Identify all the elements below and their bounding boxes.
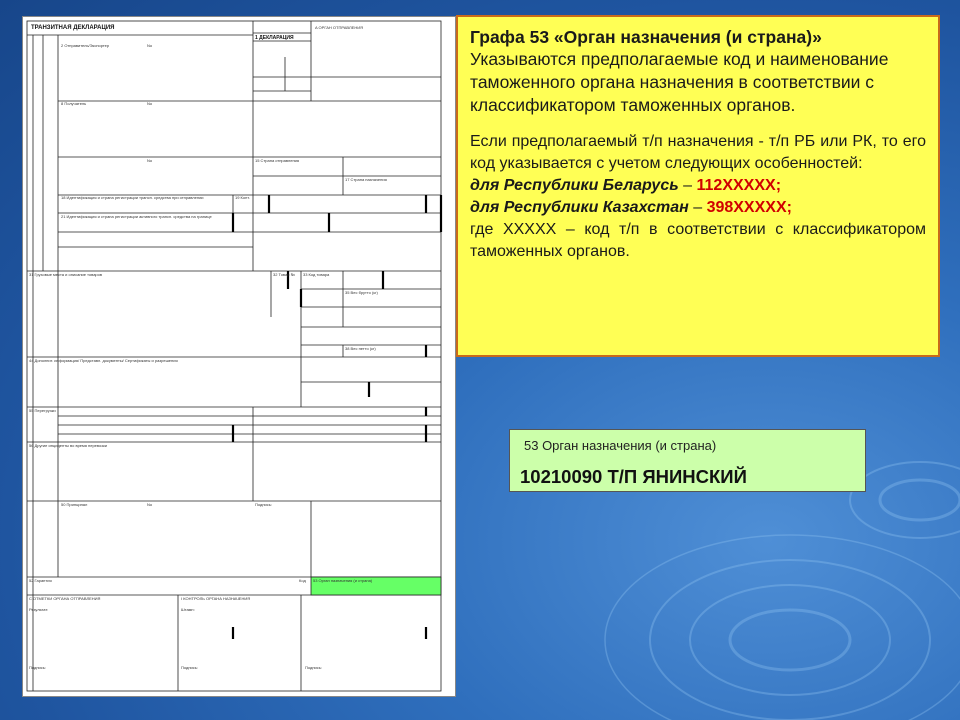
container-label: 19 Конт.: [235, 195, 250, 200]
signature-label: Подпись:: [29, 665, 46, 670]
guarantee-label: 52 Гарантия: [29, 578, 52, 583]
transit-declaration-form: [22, 16, 456, 697]
no-label: No: [147, 158, 153, 163]
explanation-paragraph-2: Если предполагаемый т/п назначения - т/п РБ или РК, то его код указывается с учетом следующих особенностей:: [470, 133, 926, 172]
item-no-label: 32 Товар №: [273, 272, 295, 277]
signature-label: Подпись:: [305, 665, 322, 670]
gross-weight-label: 35 Вес брутто (кг): [345, 290, 378, 295]
no-label: No: [147, 43, 153, 48]
kazakhstan-code: 398XXXXX;: [706, 199, 792, 216]
transport-departure-label: 18 Идентификация и страна регистрации трансп. средства при отправлении: [61, 195, 204, 200]
transport-border-label: 21 Идентификация и страна регистрации активного трансп. средства на границе: [61, 214, 212, 219]
form-title: ТРАНЗИТНАЯ ДЕКЛАРАЦИЯ: [31, 25, 115, 31]
field-53-sample: [509, 429, 866, 492]
net-weight-label: 38 Вес нетто (кг): [345, 346, 376, 351]
principal-label: 50 Принципал: [61, 502, 88, 507]
control-departure-label: C ОТМЕТКИ ОРГАНА ОТПРАВЛЕНИЯ: [29, 596, 101, 601]
country-destination-label: 17 Страна назначения: [345, 177, 387, 182]
consignee-label: 8 Получатель: [61, 101, 87, 106]
transshipment-label: 55 Перегрузки: [29, 408, 56, 413]
signature-label: Подпись:: [181, 665, 198, 670]
belarus-label: для Республики Беларусь: [470, 177, 679, 194]
declaration-label: 1 ДЕКЛАРАЦИЯ: [255, 35, 294, 41]
field-53-label: 53 Орган назначения (и страна): [313, 578, 373, 583]
other-incidents-label: 56 Другие инциденты во время перевозки: [29, 443, 107, 448]
country-dispatch-label: 15 Страна отправления: [255, 158, 300, 163]
result-label: Результат:: [29, 607, 49, 612]
documents-label: 44 Дополнит. информация/ Представл. документы/ Сертификаты и разрешения: [29, 358, 178, 363]
sample-label: 53 Орган назначения (и страна): [524, 438, 717, 453]
kazakhstan-code-line: [470, 197, 926, 219]
kazakhstan-sep: –: [688, 199, 707, 216]
explanation-paragraph-1: Указываются предполагаемые код и наименование таможенного органа назначения в соответствии с классификатором таможенных органов.: [470, 49, 889, 115]
no-label: No: [147, 101, 153, 106]
packages-label: 31 Грузовые места и описание товаров: [29, 272, 102, 277]
explanation-heading: Графа 53 «Орган назначения (и страна)»: [470, 27, 822, 47]
background-ripple-decoration: [540, 460, 960, 720]
kazakhstan-label: для Республики Казахстан: [470, 199, 689, 216]
field-53-explanation-panel: [456, 15, 940, 357]
commodity-label: 33 Код товара: [303, 272, 330, 277]
belarus-code: 112XXXXX;: [696, 177, 782, 194]
code-label: Код: [299, 578, 306, 583]
departure-office-label: A ОРГАН ОТПРАВЛЕНИЯ: [315, 25, 363, 30]
stamp-label: Штамп:: [181, 607, 195, 612]
sample-value: 10210090 Т/П ЯНИНСКИЙ: [520, 466, 747, 487]
control-destination-label: I КОНТРОЛЬ ОРГАНА НАЗНАЧЕНИЯ: [181, 596, 251, 601]
explanation-paragraph-3: где XXXXX – код т/п в соответствии с классификатором таможенных органов.: [470, 221, 926, 260]
belarus-code-line: [470, 175, 926, 197]
no-label: No: [147, 502, 153, 507]
signature-label: Подпись:: [255, 502, 272, 507]
belarus-sep: –: [678, 177, 697, 194]
explanation-block: [470, 131, 926, 263]
consignor-label: 2 Отправитель/Экспортер: [61, 43, 110, 48]
